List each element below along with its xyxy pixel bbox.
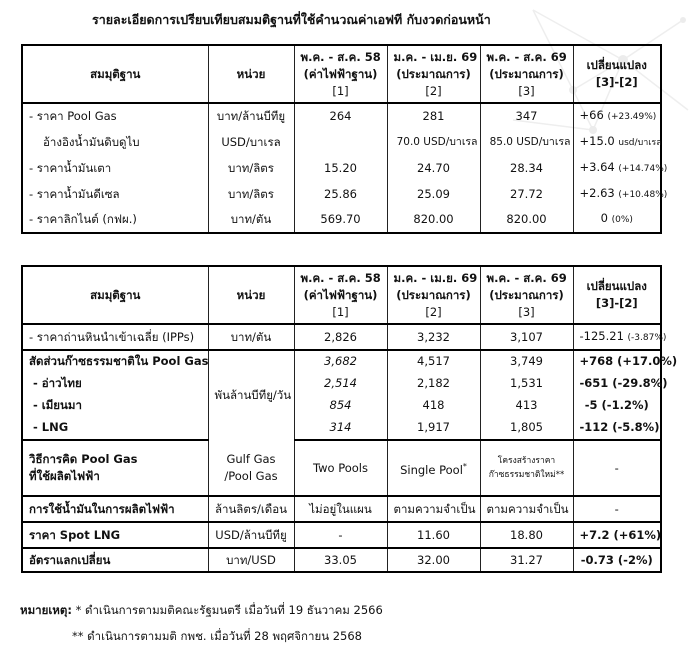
- row-label: ราคา Spot LNG: [22, 522, 208, 548]
- value-base: 854: [294, 394, 387, 416]
- table-header-row: [22, 266, 661, 324]
- row-unit: บาท/ล้านบีทียู: [208, 103, 294, 129]
- value-base: 569.70: [294, 207, 387, 233]
- row-label: - ราคาถ่านหินนำเข้าเฉลี่ย (IPPs): [22, 324, 208, 350]
- value-change: +2.63 (+10.48%): [573, 181, 661, 207]
- value-base: 264: [294, 103, 387, 129]
- row-unit: USD/บาเรล: [208, 129, 294, 155]
- value-may-aug: 1,531: [480, 372, 573, 394]
- header-jan-apr-69: ม.ค. - เม.ย. 69 (ประมาณการ) [2]: [387, 266, 480, 324]
- value-may-aug: โครงสร้างราคา ก๊าซธรรมชาติใหม่**: [480, 440, 573, 496]
- value-jan-apr: 4,517: [387, 350, 480, 372]
- value-change: -651 (-29.8%): [573, 372, 661, 394]
- value-change: -0.73 (-2%): [573, 548, 661, 572]
- value-change: -112 (-5.8%): [573, 416, 661, 440]
- table-row: [22, 394, 661, 416]
- value-jan-apr: 24.70: [387, 155, 480, 181]
- value-change: -125.21 (-3.87%): [573, 324, 661, 350]
- footnote-text-1: * ดำเนินการตามมติคณะรัฐมนตรี เมื่อวันที่ 19 ธันวาคม 2566: [75, 603, 383, 617]
- row-label: อ้างอิงน้ำมันดิบดูไบ: [22, 129, 208, 155]
- value-jan-apr: 32.00: [387, 548, 480, 572]
- table-header-row: [22, 45, 661, 103]
- value-base: ไม่อยู่ในแผน: [294, 496, 387, 522]
- table-row: [22, 416, 661, 440]
- value-base: Two Pools: [294, 440, 387, 496]
- footnote-text-2: ** ดำเนินการตามมติ กพช. เมื่อวันที่ 28 พฤศจิกายน 2568: [72, 629, 362, 643]
- value-jan-apr: 1,917: [387, 416, 480, 440]
- row-label: - ราคาลิกไนต์ (กฟผ.): [22, 207, 208, 233]
- row-unit: บาท/ตัน: [208, 207, 294, 233]
- table-row: [22, 103, 661, 129]
- value-jan-apr: 25.09: [387, 181, 480, 207]
- value-jan-apr: ตามความจำเป็น: [387, 496, 480, 522]
- value-may-aug: 347: [480, 103, 573, 129]
- table-row: [22, 207, 661, 233]
- table-row: [22, 181, 661, 207]
- table-row: [22, 155, 661, 181]
- value-may-aug: ตามความจำเป็น: [480, 496, 573, 522]
- header-change: เปลี่ยนแปลง [3]-[2]: [573, 266, 661, 324]
- row-unit: Gulf Gas /Pool Gas: [208, 440, 294, 496]
- value-jan-apr: 2,182: [387, 372, 480, 394]
- value-base: 314: [294, 416, 387, 440]
- value-may-aug: 28.34: [480, 155, 573, 181]
- footnote-1: [20, 602, 383, 620]
- header-unit: หน่วย: [208, 45, 294, 103]
- row-label: - LNG: [22, 416, 208, 440]
- value-base: 25.86: [294, 181, 387, 207]
- table-row: [22, 548, 661, 572]
- value-may-aug: 1,805: [480, 416, 573, 440]
- row-unit: บาท/ตัน: [208, 324, 294, 350]
- value-change: 0 (0%): [573, 207, 661, 233]
- value-jan-apr: 418: [387, 394, 480, 416]
- value-base: 2,826: [294, 324, 387, 350]
- value-may-aug: 3,107: [480, 324, 573, 350]
- value-change: +3.64 (+14.74%): [573, 155, 661, 181]
- value-jan-apr: Single Pool*: [387, 440, 480, 496]
- row-unit: พันล้านบีทียู/วัน: [208, 350, 294, 440]
- value-base: -: [294, 522, 387, 548]
- header-assumption: สมมุติฐาน: [22, 266, 208, 324]
- header-base-period: พ.ค. - ส.ค. 58 (ค่าไฟฟ้าฐาน) [1]: [294, 45, 387, 103]
- value-change: -: [573, 440, 661, 496]
- table-row: [22, 440, 661, 496]
- value-may-aug: 85.0 USD/บาเรล: [480, 129, 573, 155]
- table-row: [22, 129, 661, 155]
- value-base: 3,682: [294, 350, 387, 372]
- value-change: +15.0 usd/บาเรล: [573, 129, 661, 155]
- row-label: - ราคา Pool Gas: [22, 103, 208, 129]
- value-jan-apr: 3,232: [387, 324, 480, 350]
- value-base: 15.20: [294, 155, 387, 181]
- value-base: [294, 129, 387, 155]
- row-unit: USD/ล้านบีทียู: [208, 522, 294, 548]
- table-row: [22, 350, 661, 372]
- header-jan-apr-69: ม.ค. - เม.ย. 69 (ประมาณการ) [2]: [387, 45, 480, 103]
- footnote-2: [72, 628, 362, 646]
- value-may-aug: 413: [480, 394, 573, 416]
- value-may-aug: 27.72: [480, 181, 573, 207]
- value-change: -: [573, 496, 661, 522]
- value-may-aug: 3,749: [480, 350, 573, 372]
- header-may-aug-69: พ.ค. - ส.ค. 69 (ประมาณการ) [3]: [480, 266, 573, 324]
- header-base-period: พ.ค. - ส.ค. 58 (ค่าไฟฟ้าฐาน) [1]: [294, 266, 387, 324]
- row-label: อัตราแลกเปลี่ยน: [22, 548, 208, 572]
- value-base: 33.05: [294, 548, 387, 572]
- row-unit: บาท/ลิตร: [208, 181, 294, 207]
- row-label: วิธีการคิด Pool Gas ที่ใช้ผลิตไฟฟ้า: [22, 440, 208, 496]
- gas-assumption-table: [21, 265, 678, 573]
- table-row: [22, 324, 661, 350]
- value-jan-apr: 11.60: [387, 522, 480, 548]
- table-row: [22, 496, 661, 522]
- value-change: +66 (+23.49%): [573, 103, 661, 129]
- row-label: - ราคาน้ำมันดีเซล: [22, 181, 208, 207]
- value-may-aug: 31.27: [480, 548, 573, 572]
- value-jan-apr: 70.0 USD/บาเรล: [387, 129, 480, 155]
- header-may-aug-69: พ.ค. - ส.ค. 69 (ประมาณการ) [3]: [480, 45, 573, 103]
- table-row: [22, 522, 661, 548]
- value-may-aug: 820.00: [480, 207, 573, 233]
- header-assumption: สมมุติฐาน: [22, 45, 208, 103]
- row-unit: ล้านลิตร/เดือน: [208, 496, 294, 522]
- row-label: การใช้น้ำมันในการผลิตไฟฟ้า: [22, 496, 208, 522]
- footnote-label: หมายเหตุ:: [20, 603, 72, 617]
- header-change: เปลี่ยนแปลง [3]-[2]: [573, 45, 661, 103]
- value-base: 2,514: [294, 372, 387, 394]
- value-change: +7.2 (+61%): [573, 522, 661, 548]
- fuel-assumption-table: [21, 44, 668, 234]
- value-may-aug: 18.80: [480, 522, 573, 548]
- value-change: -5 (-1.2%): [573, 394, 661, 416]
- value-change: +768 (+17.0%): [573, 350, 661, 372]
- header-unit: หน่วย: [208, 266, 294, 324]
- row-label: สัดส่วนก๊าซธรรมชาติใน Pool Gas: [22, 350, 208, 372]
- row-unit: บาท/ลิตร: [208, 155, 294, 181]
- table-row: [22, 372, 661, 394]
- row-label: - ราคาน้ำมันเตา: [22, 155, 208, 181]
- row-label: - เมียนมา: [22, 394, 208, 416]
- row-unit: บาท/USD: [208, 548, 294, 572]
- page-title: รายละเอียดการเปรียบเทียบสมมติฐานที่ใช้คำนวณค่าเอฟที กับงวดก่อนหน้า: [92, 12, 491, 27]
- row-label: - อ่าวไทย: [22, 372, 208, 394]
- value-jan-apr: 281: [387, 103, 480, 129]
- value-jan-apr: 820.00: [387, 207, 480, 233]
